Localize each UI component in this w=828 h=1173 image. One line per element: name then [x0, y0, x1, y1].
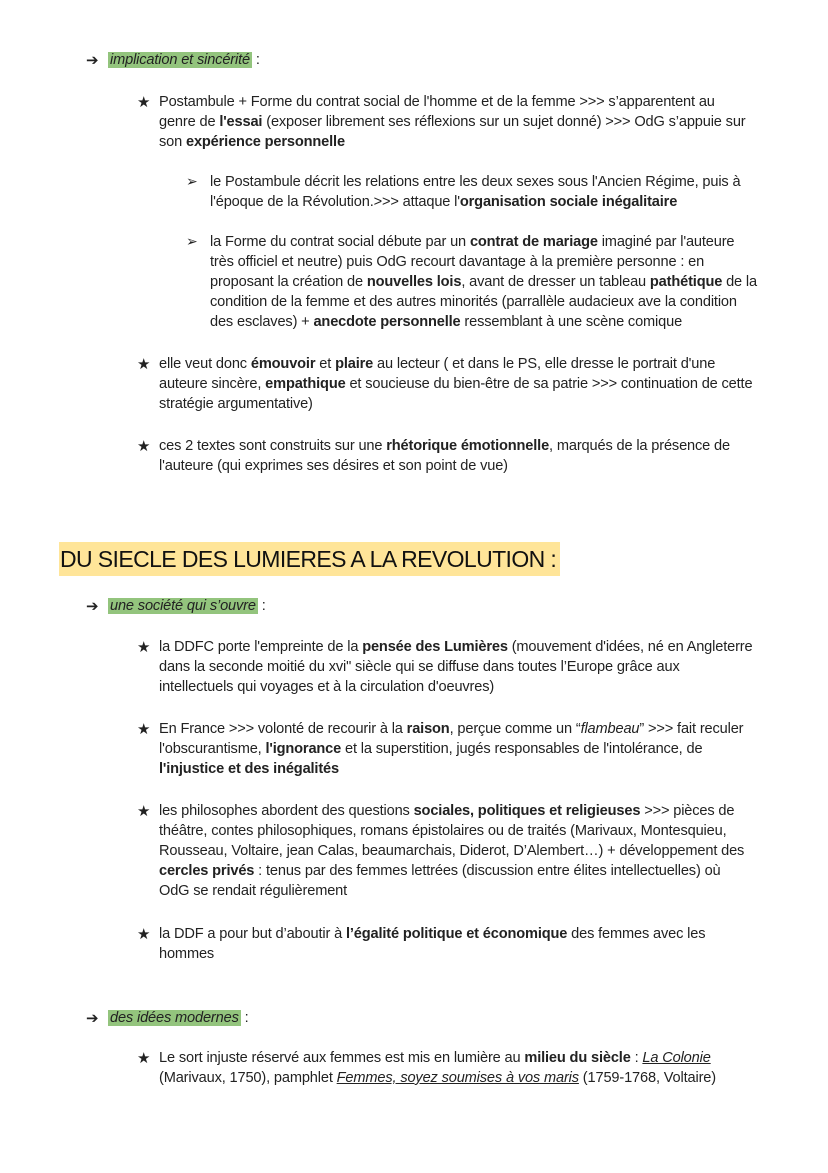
text-line: intellectuels qui voyages et à la circulation d'oeuvres) — [159, 679, 495, 695]
text-line: (Marivaux, 1750), pamphlet Femmes, soyez soumises à vos maris (1759-1768, Voltaire) — [159, 1070, 716, 1086]
text-line: hommes — [159, 946, 215, 962]
text-line: l'injustice et des inégalités — [159, 761, 339, 777]
text-line: le Postambule décrit les relations entre les deux sexes sous l'Ancien Régime, puis à — [210, 174, 741, 190]
text-line: Postambule + Forme du contrat social de l'homme et de la femme >>> s’apparentent au — [159, 94, 715, 110]
text-line: théâtre, contes philosophiques, romans épistolaires ou de traités (Marivaux, Montesquieu, — [159, 823, 727, 839]
section-heading: implication et sincérité : — [110, 52, 260, 68]
text-line: des esclaves) + anecdote personnelle ressemblant à une scène comique — [210, 314, 683, 330]
section-heading: des idées modernes : — [110, 1010, 249, 1026]
text-line: la Forme du contrat social débute par un contrat de mariage imaginé par l'auteure — [210, 234, 735, 250]
section-heading: une société qui s’ouvre : — [110, 598, 266, 614]
star-bullet-icon: ★ — [137, 437, 151, 455]
text-line: cercles privés : tenus par des femmes lettrées (discussion entre élites intellectuelles) où — [159, 863, 721, 879]
text-line: la DDF a pour but d’aboutir à l’égalité politique et économique des femmes avec les — [159, 926, 706, 942]
text-line: Le sort injuste réservé aux femmes est mis en lumière au milieu du siècle : La Colonie — [159, 1050, 711, 1066]
text-line: proposant la création de nouvelles lois, avant de dresser un tableau pathétique de la — [210, 274, 757, 290]
triangle-bullet-icon: ➢ — [186, 174, 198, 190]
text-line: OdG se rendait régulièrement — [159, 883, 348, 899]
text-line: l'époque de la Révolution.>>> attaque l'organisation sociale inégalitaire — [210, 194, 678, 210]
text-line: stratégie argumentative) — [159, 396, 313, 412]
arrow-icon: ➔ — [86, 1009, 99, 1027]
text-line: elle veut donc émouvoir et plaire au lecteur ( et dans le PS, elle dresse le portrait d'une — [159, 356, 716, 372]
text-line: dans la seconde moitié du xvi" siècle qui se diffuse dans toutes l’Europe grâce aux — [159, 659, 680, 675]
star-bullet-icon: ★ — [137, 925, 151, 943]
text-line: la DDFC porte l'empreinte de la pensée des Lumières (mouvement d'idées, né en Angleterre — [159, 639, 753, 655]
text-line: condition de la femme et des autres minorités (parrallèle audacieux ave la condition — [210, 294, 737, 310]
text-line: l'auteure (qui exprimes ses désires et son point de vue) — [159, 458, 508, 474]
star-bullet-icon: ★ — [137, 93, 151, 111]
arrow-icon: ➔ — [86, 51, 99, 69]
star-bullet-icon: ★ — [137, 638, 151, 656]
star-bullet-icon: ★ — [137, 1049, 151, 1067]
text-line: très officiel et neutre) puis OdG recourt davantage à la première personne : en — [210, 254, 705, 270]
text-line: les philosophes abordent des questions sociales, politiques et religieuses >>> pièces de — [159, 803, 735, 819]
star-bullet-icon: ★ — [137, 720, 151, 738]
text-line: genre de l'essai (exposer librement ses réflexions sur un sujet donné) >>> OdG s’appuie sur — [159, 114, 746, 130]
text-line: l'obscurantisme, l'ignorance et la superstition, jugés responsables de l'intolérance, de — [159, 741, 703, 757]
text-line: ces 2 textes sont construits sur une rhétorique émotionnelle, marqués de la présence de — [159, 438, 730, 454]
text-line: son expérience personnelle — [159, 134, 345, 150]
arrow-icon: ➔ — [86, 597, 99, 615]
star-bullet-icon: ★ — [137, 802, 151, 820]
page-title: DU SIECLE DES LUMIERES A LA REVOLUTION : — [59, 542, 560, 576]
triangle-bullet-icon: ➢ — [186, 234, 198, 250]
text-line: En France >>> volonté de recourir à la raison, perçue comme un “flambeau” >>> fait reculer — [159, 721, 744, 737]
star-bullet-icon: ★ — [137, 355, 151, 373]
text-line: Rousseau, Voltaire, jean Calas, beaumarchais, Diderot, D’Alembert…) + développement des — [159, 843, 745, 859]
text-line: auteure sincère, empathique et soucieuse du bien-être de sa patrie >>> continuation de cette — [159, 376, 753, 392]
